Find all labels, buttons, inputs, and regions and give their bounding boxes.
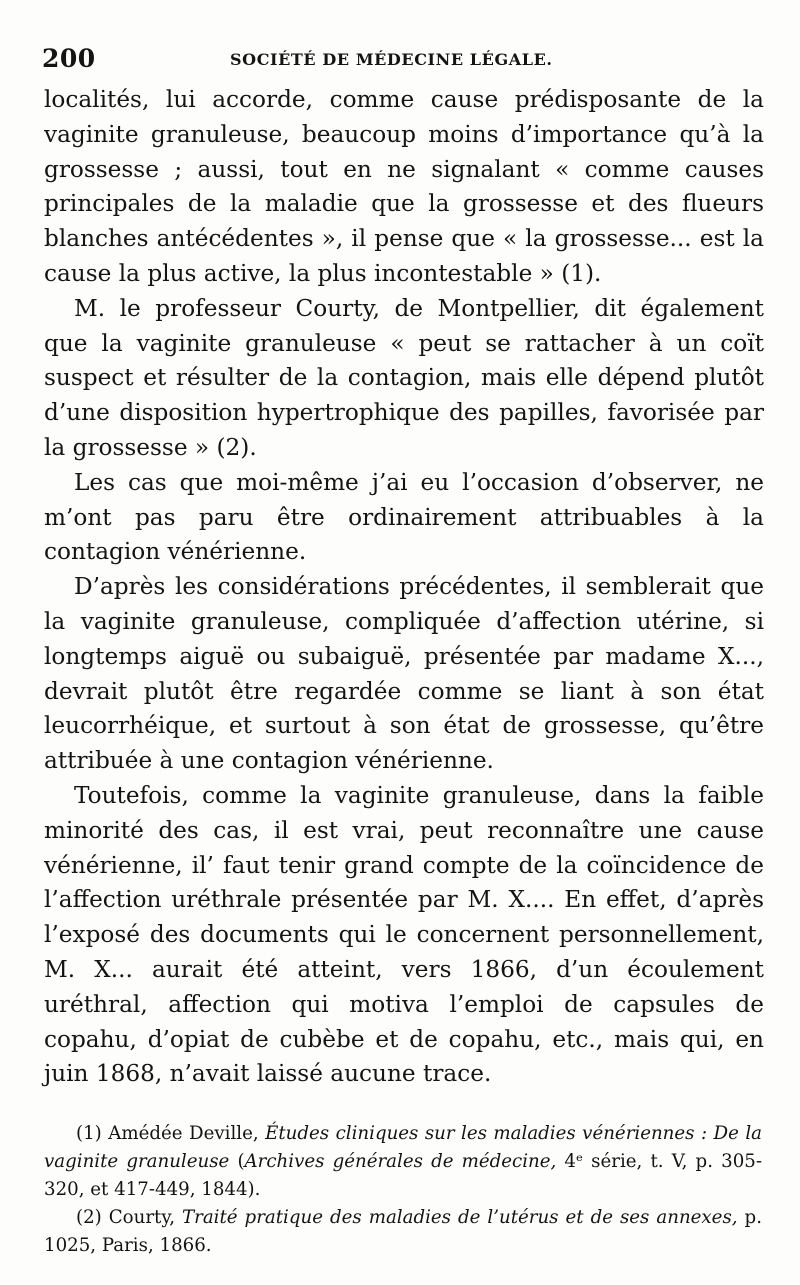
footnote-author: Amédée Deville,: [108, 1123, 259, 1144]
footnote-marker: (2): [76, 1207, 102, 1228]
footnote-marker: (1): [76, 1123, 102, 1144]
footnote-title: Traité pratique des maladies de l’utérus et de ses annexes,: [182, 1207, 738, 1228]
footnote-title: Études cliniques sur les maladies vénériennes : De la vaginite granuleuse: [44, 1123, 762, 1172]
footnote-rest: 4ᵉ série, t. V, p. 305-320, et 417-449, 1844).: [44, 1151, 762, 1200]
paragraph: Les cas que moi-même j’ai eu l’occasion d’observer, ne m’ont pas paru être ordinairement attribuables à la contagion vénérienne.: [44, 468, 764, 566]
paragraph: M. le professeur Courty, de Montpellier, dit également que la vaginite granuleuse « peut se rattacher à un coït suspect et résulter de la contagion, mais elle dépend plutôt d’une disposition hypertrophique des papilles, favorisée par la grossesse » (2).: [44, 294, 764, 461]
body-text: [44, 83, 764, 1092]
footnote-rest: p. 1025, Paris, 1866.: [44, 1207, 762, 1256]
paragraph-continued: localités, lui accorde, comme cause prédisposante de la vaginite granuleuse, beaucoup moins d’importance qu’à la grossesse ; aussi, tout en ne signalant « comme causes principales de la maladie que la grossesse et des flueurs blanches antécédentes », il pense que « la grossesse... est la cause la plus active, la plus incontestable » (1).: [44, 86, 764, 287]
paragraph: D’après les considérations précédentes, il semblerait que la vaginite granuleuse, compliquée d’affection utérine, si longtemps aiguë ou subaiguë, présentée par madame X..., devrait plutôt être regardée comme se liant à son état leucorrhéique, et surtout à son état de grossesse, qu’être attribuée à une contagion vénérienne.: [44, 573, 764, 775]
footnote-author: Courty,: [108, 1207, 175, 1228]
footnotes: [44, 1120, 762, 1260]
paragraph: Toutefois, comme la vaginite granuleuse, dans la faible minorité des cas, il est vrai, peut reconnaître une cause vénérienne, il’ faut tenir grand compte de la coïncidence de l’affection uréthrale présentée par M. X.... En effet, d’après l’exposé des documents qui le concernent personnellement, M. X... aurait été atteint, vers 1866, d’un écoulement uréthral, affection qui motiva l’emploi de capsules de copahu, d’opiat de cubèbe et de copahu, etc., mais qui, en juin 1868, n’avait laissé aucune trace.: [44, 781, 764, 1088]
page-header: [40, 44, 760, 76]
running-head: SOCIÉTÉ DE MÉDECINE LÉGALE.: [230, 50, 553, 69]
footnote-2: [44, 1204, 762, 1260]
footnote-1: (1) Amédée Deville, Études cliniques sur les maladies vénériennes : De la vaginite granuleuse (Archives générales de médecine, 4ᵉ série, t. V, p. 305-320, et 417-449, 1844).: [44, 1123, 762, 1200]
footnote-journal: Archives générales de médecine,: [244, 1151, 557, 1172]
page-number: 200: [42, 44, 96, 73]
